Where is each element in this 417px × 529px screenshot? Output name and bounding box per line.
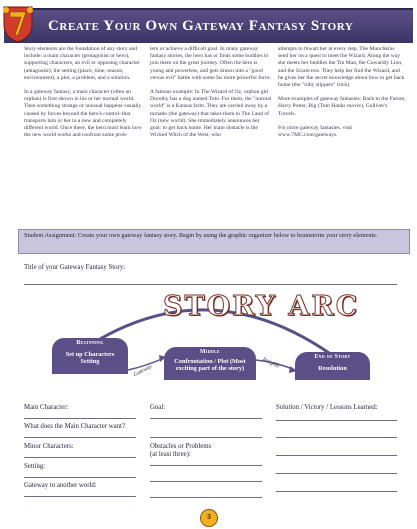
want-line[interactable]	[24, 437, 136, 438]
paragraph: Story elements are the foundation of any story and include: a main character (protagonist or hero), supporting characters, an evil or opposing character (antagonist), the setting (place, time, season, environment), a plot, a problem, and a solution.	[24, 46, 140, 81]
obstacles-line-3[interactable]	[150, 497, 262, 498]
text-column-2	[150, 46, 272, 146]
goal-line[interactable]	[150, 418, 262, 419]
end-box	[295, 352, 370, 380]
obstacles-line-2[interactable]	[150, 481, 262, 482]
middle-heading: Middle	[200, 349, 220, 355]
paragraph: lem or achieve a difficult goal. In many gateway fantasy stories, the hero has or finds some buddies to join them on the great journey. Often the hero is young and powerless, and gets drawn into a "good versus evil" battle with some far more powerful force.	[150, 46, 272, 81]
middle-text: Confrontation / Plot (Most exciting part of the story)	[174, 358, 246, 373]
text-column-1	[24, 46, 146, 146]
beginning-text: Set up Characters Setting	[65, 351, 115, 366]
middle-box	[164, 347, 256, 380]
want-label: What does the Main Character want?	[24, 423, 125, 430]
title-banner	[4, 8, 413, 43]
gateway-world-label: Gateway to another world:	[24, 482, 97, 489]
insights-arrow-label: Insights	[261, 356, 281, 370]
seven-logo-icon	[0, 3, 36, 43]
page-title: Create Your Own Gateway Fantasy Story	[48, 18, 354, 34]
setting-line[interactable]	[24, 477, 136, 478]
paragraph: For more gateway fantasies, visit www.7MC.com/gateways.	[278, 124, 353, 139]
end-heading: End of Story	[314, 354, 351, 360]
minor-characters-line[interactable]	[24, 457, 136, 458]
page-number-badge: 3	[200, 509, 218, 527]
paragraph: attempts to thwart her at every step. The Munchkins send her on a quest to meet the Wizard. Along the way she meets her buddies the Tin Man, the Cowardly Lion, and the Scarecrow. They help her find the Wizard, and he gives her the secret knowledge about how to get back home (the "ruby slippers" trick).	[278, 46, 405, 89]
end-text: Resolution	[318, 365, 347, 372]
paragraph: A famous example: In The Wizard of Oz, orphan girl Dorothy has a dog named Toto. For them, the "normal world" is a Kansas farm. They are carried away by a tornado (the gateway) that takes them to The Land of Oz (new world). She immediately announces her goal: to get back home. Her main obstacle is the Wicked Witch of the West, who	[150, 89, 272, 139]
goal-line-2[interactable]	[150, 437, 262, 438]
solution-line-4[interactable]	[276, 473, 397, 474]
paragraph: More examples of gateway fantasies: Back to the Future, Harry Potter, Big (Tom Hanks movie), Gulliver's Travels.	[278, 96, 406, 117]
gateway-arrow-label: Gateway	[132, 363, 154, 379]
solution-line-1[interactable]	[276, 420, 397, 421]
obstacles-label: Obstacles or Problems	[150, 443, 212, 450]
solution-line-3[interactable]	[276, 455, 397, 456]
main-character-line[interactable]	[24, 418, 136, 419]
beginning-heading: Beginning	[76, 340, 104, 346]
solution-line-5[interactable]	[276, 491, 397, 492]
obstacles-line-1[interactable]	[150, 465, 262, 466]
story-arc-banner: STORY ARC	[163, 291, 360, 322]
setting-label: Setting:	[24, 463, 46, 470]
main-character-label: Main Character:	[24, 404, 69, 411]
beginning-box	[52, 338, 128, 374]
minor-characters-label: Minor Characters:	[24, 443, 74, 450]
paragraph: In a gateway fantasy, a main character (often an orphan) is first shown in his or her normal world. Then something strange or unusual happens–usually caused by forces beyond the hero's control–that transports him or her to a new and completely different world. Once there, the hero must learn how the new world works and confront some prob-	[24, 89, 142, 139]
text-column-3	[278, 46, 406, 146]
title-label: Title of your Gateway Fantasy Story:	[24, 264, 126, 271]
student-assignment-box: Student Assignment: Create your own gateway fantasy story. Begin by using the graphic organizer below to brainstorm your story elements.	[18, 229, 410, 254]
obstacles-note: (at least three):	[150, 451, 191, 458]
solution-label: Solution / Victory / Lessons Learned:	[276, 404, 378, 411]
goal-label: Goal:	[150, 404, 166, 411]
solution-line-2[interactable]	[276, 437, 397, 438]
gateway-world-line[interactable]	[24, 496, 136, 497]
